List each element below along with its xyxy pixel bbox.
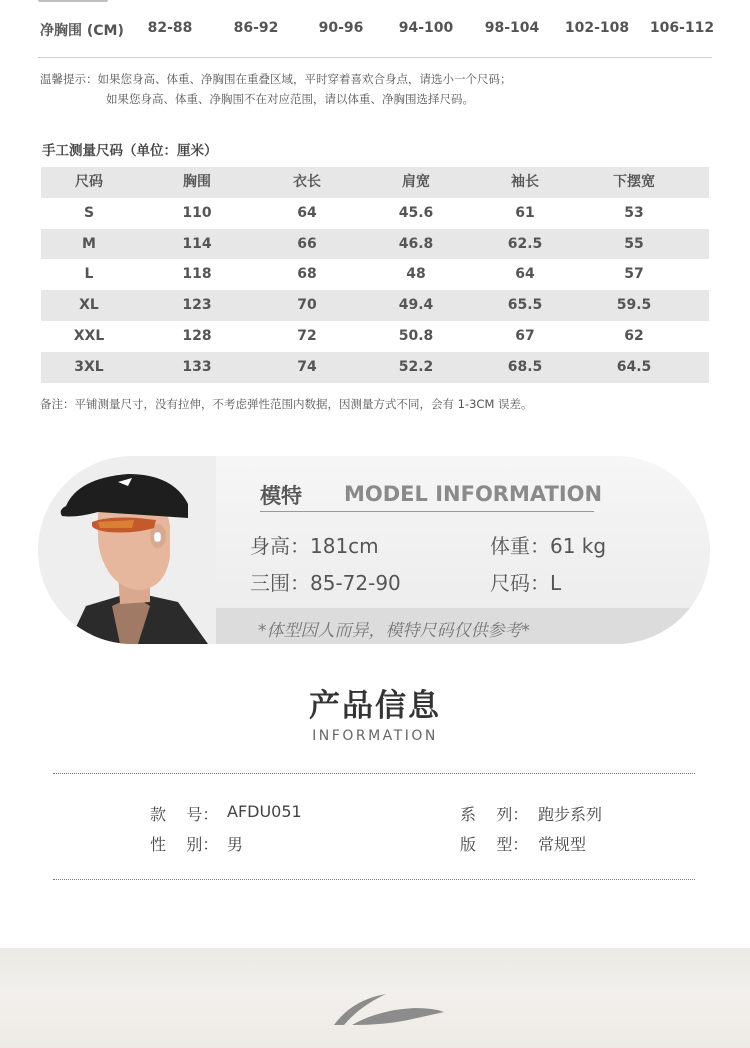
header-cell: 尺码: [75, 174, 103, 190]
table-cell: 133: [182, 358, 212, 375]
size-table: [41, 167, 709, 383]
table-cell: 62: [624, 327, 644, 344]
fit-label: 版 型：: [460, 835, 529, 854]
model-measurements: 三围：85-72-90: [250, 571, 401, 595]
table-cell: 66: [297, 235, 317, 252]
table-cell: L: [84, 266, 94, 283]
top-size-row: [0, 0, 750, 58]
table-cell: XXL: [73, 327, 105, 344]
table-cell: 50.8: [398, 327, 434, 344]
model-title-underline: [260, 511, 594, 512]
table-cell: 74: [297, 358, 317, 375]
table-cell: 45.6: [398, 204, 434, 221]
cropped-text-remnant: [38, 0, 108, 2]
fit-value: 常规型: [538, 835, 587, 854]
series-label: 系 列：: [460, 805, 529, 824]
size-tip-line-2: 如果您身高、体重、净胸围不在对应范围，请以体重、净胸围选择尺码。: [106, 92, 474, 106]
chest-range: 86-92: [233, 20, 279, 36]
table-cell: 64: [515, 266, 535, 283]
table-cell: M: [82, 235, 96, 252]
table-cell: 70: [297, 297, 317, 314]
table-row: [41, 198, 709, 229]
size-tip-line-1: 温馨提示：如果您身高、体重、净胸围在重叠区域，平时穿着喜欢合身点，请选小一个尺码；: [40, 72, 512, 86]
table-cell: 64.5: [616, 358, 652, 375]
table-cell: 114: [182, 235, 212, 252]
chest-range: 94-100: [398, 20, 454, 36]
measurement-note: 备注：平铺测量尺寸，没有拉伸，不考虑弹性范围内数据，因测量方式不同，会有 1-3CM 误差。: [40, 397, 533, 411]
gender-value: 男: [227, 835, 244, 854]
chest-label: 净胸围 (CM): [40, 23, 124, 39]
model-weight: 体重：61 kg: [490, 534, 607, 558]
gender-label: 性 别：: [150, 835, 219, 854]
chest-range: 98-104: [484, 20, 540, 36]
table-row: [41, 229, 709, 260]
table-cell: 67: [515, 327, 535, 344]
table-cell: 57: [624, 266, 644, 283]
chest-range: 90-96: [318, 20, 364, 36]
series-value: 跑步系列: [538, 805, 603, 824]
brand-footer: [0, 948, 750, 1048]
style-number-value: AFDU051: [227, 802, 302, 821]
table-cell: 46.8: [398, 235, 434, 252]
table-cell: 52.2: [398, 358, 434, 375]
divider: [38, 57, 712, 58]
header-cell: 衣长: [293, 174, 321, 190]
table-cell: 61: [515, 204, 535, 221]
chest-range: 106-112: [649, 20, 715, 36]
table-cell: 49.4: [398, 297, 434, 314]
table-cell: 53: [624, 204, 644, 221]
table-header-row: [41, 167, 709, 198]
header-cell: 下摆宽: [613, 174, 655, 190]
table-cell: 48: [406, 266, 426, 283]
table-cell: 68.5: [507, 358, 543, 375]
table-cell: 55: [624, 235, 644, 252]
table-row: [41, 352, 709, 383]
table-cell: 65.5: [507, 297, 543, 314]
style-number-label: 款 号：: [150, 805, 219, 824]
table-cell: S: [83, 204, 95, 221]
dotted-divider: [53, 879, 695, 880]
model-info-card: [38, 456, 710, 644]
model-title-en: MODEL INFORMATION: [344, 482, 603, 506]
header-cell: 肩宽: [402, 174, 430, 190]
brand-logo-icon: [330, 992, 448, 1028]
table-cell: 118: [182, 266, 212, 283]
dotted-divider: [53, 773, 695, 774]
product-info-title: 产品信息: [309, 688, 441, 724]
table-cell: 3XL: [74, 358, 104, 375]
header-cell: 胸围: [183, 174, 211, 190]
table-cell: 68: [297, 266, 317, 283]
table-cell: 110: [182, 204, 212, 221]
table-cell: 128: [182, 327, 212, 344]
header-cell: 袖长: [511, 174, 539, 190]
table-cell: XL: [79, 297, 99, 314]
model-height: 身高：181cm: [250, 534, 379, 558]
model-disclaimer: *体型因人而异，模特尺码仅供参考*: [258, 621, 530, 641]
model-title-cn: 模特: [260, 484, 302, 508]
table-cell: 59.5: [616, 297, 652, 314]
table-cell: 64: [297, 204, 317, 221]
size-table-title: 手工测量尺码（单位：厘米）: [42, 143, 218, 159]
chest-range: 82-88: [147, 20, 193, 36]
table-row: [41, 290, 709, 321]
table-cell: 62.5: [507, 235, 543, 252]
table-cell: 123: [182, 297, 212, 314]
product-info-subtitle: INFORMATION: [312, 728, 438, 744]
model-size: 尺码：L: [490, 571, 562, 595]
table-cell: 72: [297, 327, 317, 344]
table-row: [41, 321, 709, 352]
model-photo: [38, 456, 216, 644]
chest-range: 102-108: [564, 20, 630, 36]
table-row: [41, 259, 709, 290]
